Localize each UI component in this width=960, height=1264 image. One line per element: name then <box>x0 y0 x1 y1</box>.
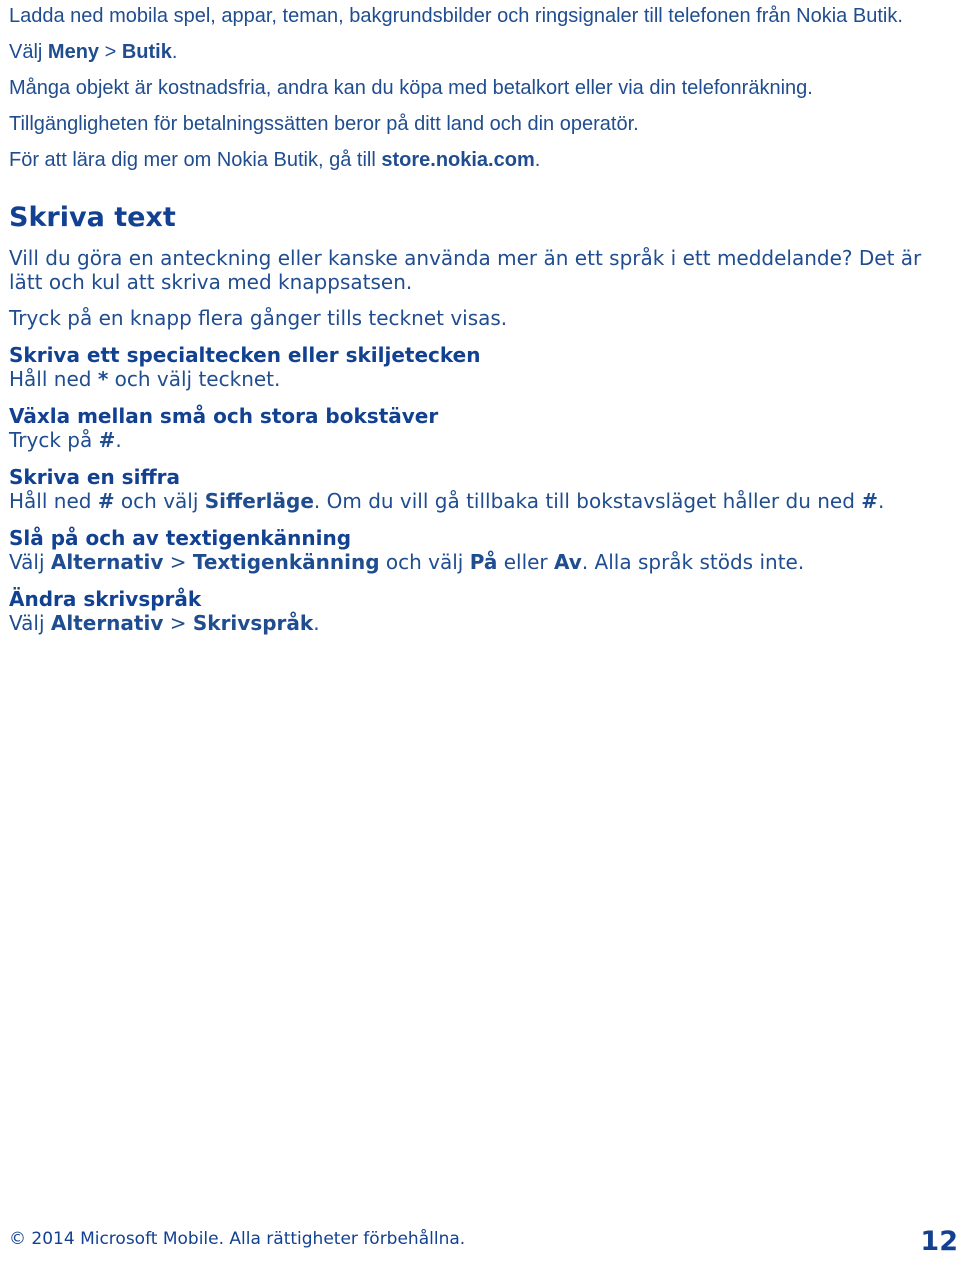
menu-path-paragraph: Välj Meny > Butik. <box>9 41 178 63</box>
predictive-text: Välj Alternativ > Textigenkänning och välj På eller Av. Alla språk stöds inte. <box>9 550 805 574</box>
menu-label: Meny <box>47 41 100 63</box>
special-char-heading: Skriva ett specialtecken eller skiljetecken <box>9 343 481 367</box>
case-text: Tryck på #. <box>9 428 122 452</box>
section-title: Skriva text <box>9 202 176 233</box>
number-text: Håll ned # och välj Sifferläge. Om du vill gå tillbaka till bokstavsläget håller du ned #. <box>9 489 885 513</box>
language-heading: Ändra skrivspråk <box>9 587 202 611</box>
section-intro: Vill du göra en anteckning eller kanske använda mer än ett språk i ett meddelande? Det är lätt och kul att skriva med knappsatsen. <box>9 246 922 294</box>
page-number: 12 <box>920 1226 958 1257</box>
predictive-heading: Slå på och av textigenkänning <box>9 526 352 550</box>
learn-more-paragraph: För att lära dig mer om Nokia Butik, gå till store.nokia.com. <box>9 149 541 171</box>
number-heading: Skriva en siffra <box>9 465 181 489</box>
intro-section <box>9 4 949 172</box>
special-char-text: Håll ned * och välj tecknet. <box>9 367 281 391</box>
cost-paragraph: Många objekt är kostnadsfria, andra kan du köpa med betalkort eller via din telefonräkning. <box>9 77 813 99</box>
shop-label: Butik <box>121 41 172 63</box>
case-heading: Växla mellan små och stora bokstäver <box>9 404 439 428</box>
availability-paragraph: Tillgängligheten för betalningssätten beror på ditt land och din operatör. <box>9 113 639 135</box>
store-link[interactable]: store.nokia.com <box>381 149 535 171</box>
document-page <box>9 4 949 635</box>
press-key-paragraph: Tryck på en knapp flera gånger tills tecknet visas. <box>9 306 508 330</box>
language-text: Välj Alternativ > Skrivspråk. <box>9 611 320 635</box>
copyright-footer: © 2014 Microsoft Mobile. Alla rättigheter förbehållna. <box>9 1229 466 1249</box>
intro-paragraph: Ladda ned mobila spel, appar, teman, bakgrundsbilder och ringsignaler till telefonen från Nokia Butik. <box>9 5 903 27</box>
